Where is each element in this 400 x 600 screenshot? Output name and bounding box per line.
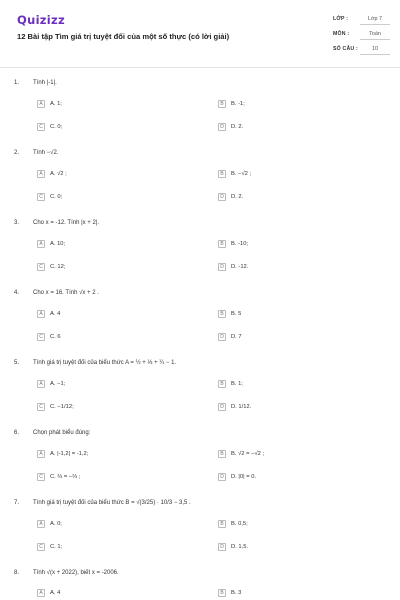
option-letter-box: C [37, 403, 45, 411]
option-letter-box: D [218, 403, 226, 411]
question-text: Chọn phát biểu đúng: [33, 430, 91, 436]
question-text: Tính |-1|. [33, 80, 57, 86]
option-letter-box: C [37, 193, 45, 201]
option-letter-box: B [218, 240, 226, 248]
option-text: B. 5 [231, 311, 242, 317]
option-text: A. 0; [50, 521, 62, 527]
question-text: Tính giá trị tuyệt đối của biểu thức A = ½ + ⅓ + ¼ − 1. [33, 360, 177, 366]
meta-count-underline [360, 54, 390, 55]
option-letter-box: A [37, 310, 45, 318]
question-text: Cho x = -12. Tính |x + 2|. [33, 220, 100, 226]
question-number: 7. [14, 500, 20, 506]
option-text: C. 1; [50, 544, 63, 550]
option-text: D. |0| = 0. [231, 474, 257, 480]
question-text: Cho x = 16. Tính √x + 2 . [33, 290, 99, 296]
header-divider [0, 67, 400, 68]
option-letter-box: A [37, 100, 45, 108]
meta-grade-value: Lớp 7 [367, 16, 383, 22]
option-letter-box: B [218, 450, 226, 458]
question-number: 6. [14, 430, 20, 436]
option-text: B. -10; [231, 241, 249, 247]
question-text: Tính giá trị tuyệt đối của biểu thức B = √(3/25) · 10/3 − 3,5 . [33, 500, 191, 506]
option-letter-box: B [218, 589, 226, 597]
option-text: A. √2 ; [50, 171, 67, 177]
option-text: A. 10; [50, 241, 66, 247]
option-text: D. -12. [231, 264, 249, 270]
option-letter-box: D [218, 123, 226, 131]
option-text: D. 1,5. [231, 544, 249, 550]
option-letter-box: A [37, 380, 45, 388]
question-number: 3. [14, 220, 20, 226]
option-letter-box: A [37, 170, 45, 178]
option-letter-box: A [37, 240, 45, 248]
document-header [0, 0, 400, 64]
option-text: B. 3 [231, 590, 242, 596]
question-number: 2. [14, 150, 20, 156]
question-number: 5. [14, 360, 20, 366]
option-text: B. -1; [231, 101, 245, 107]
option-text: C. ⅔ = −⅔ ; [50, 474, 81, 480]
option-text: A. 4 [50, 590, 61, 596]
option-text: C. 6 [50, 334, 61, 340]
option-letter-box: C [37, 543, 45, 551]
option-letter-box: D [218, 333, 226, 341]
option-letter-box: A [37, 450, 45, 458]
question-number: 1. [14, 80, 20, 86]
option-letter-box: C [37, 263, 45, 271]
option-text: D. 2. [231, 124, 244, 130]
option-letter-box: B [218, 520, 226, 528]
option-text: B. −√2 ; [231, 171, 252, 177]
quizizz-logo: Quizizz [17, 13, 66, 27]
option-letter-box: B [218, 100, 226, 108]
option-text: A. |-1,2| = -1,2; [50, 451, 89, 457]
option-letter-box: D [218, 263, 226, 271]
option-text: B. √2 = −√2 ; [231, 451, 265, 457]
option-text: A. −1; [50, 381, 66, 387]
option-text: C. −1/12; [50, 404, 74, 410]
meta-grade-label: LỚP : [333, 16, 349, 22]
option-letter-box: D [218, 473, 226, 481]
option-letter-box: A [37, 589, 45, 597]
option-letter-box: D [218, 193, 226, 201]
option-letter-box: B [218, 170, 226, 178]
question-text: Tính −√2. [33, 150, 59, 156]
option-letter-box: C [37, 473, 45, 481]
meta-count-label: SỐ CÂU : [333, 46, 358, 52]
option-letter-box: B [218, 310, 226, 318]
document-title: 12 Bài tập Tìm giá trị tuyệt đối của một số thực (có lời giải) [17, 32, 230, 41]
meta-subject-value: Toán [369, 31, 381, 37]
question-number: 8. [14, 570, 20, 576]
question-text: Tính √(x + 2022), biết x = -2006. [33, 570, 119, 576]
option-text: D. 1/12. [231, 404, 252, 410]
option-text: D. 2. [231, 194, 244, 200]
meta-grade-underline [360, 24, 390, 25]
question-number: 4. [14, 290, 20, 296]
option-text: B. 1; [231, 381, 243, 387]
meta-subject-underline [360, 39, 390, 40]
meta-count-value: 10 [372, 46, 378, 52]
option-text: B. 0,5; [231, 521, 248, 527]
option-letter-box: C [37, 123, 45, 131]
option-letter-box: A [37, 520, 45, 528]
option-letter-box: D [218, 543, 226, 551]
option-letter-box: B [218, 380, 226, 388]
option-text: A. 4 [50, 311, 61, 317]
option-text: C. 0; [50, 194, 63, 200]
option-text: D. 7 [231, 334, 242, 340]
option-text: C. 0; [50, 124, 63, 130]
option-text: A. 1; [50, 101, 62, 107]
meta-subject-label: MÔN : [333, 31, 350, 37]
option-letter-box: C [37, 333, 45, 341]
option-text: C. 12; [50, 264, 66, 270]
